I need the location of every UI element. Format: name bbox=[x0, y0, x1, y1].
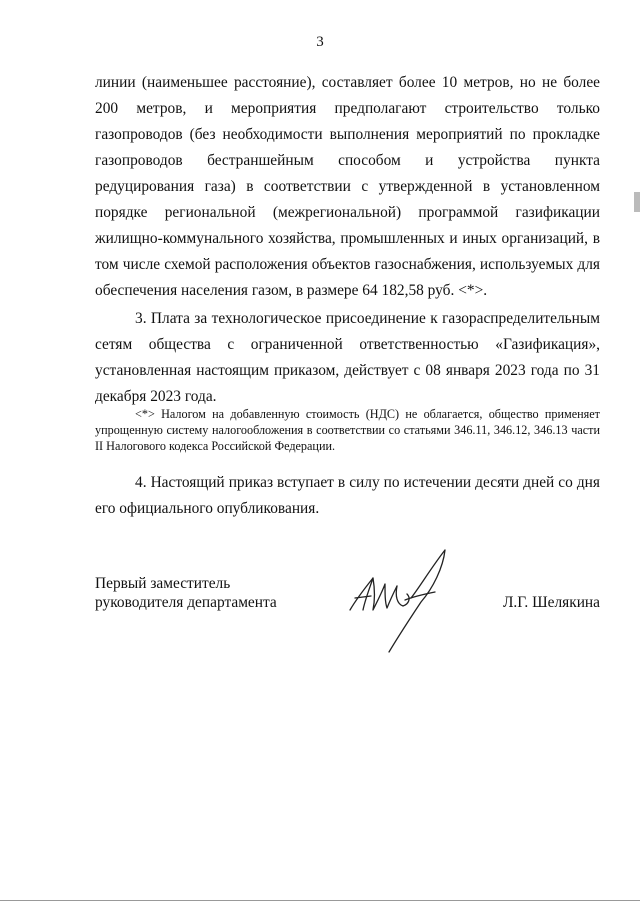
signer-name: Л.Г. Шелякина bbox=[502, 594, 600, 611]
body-paragraph-1: линии (наименьшее расстояние), составляет более 10 метров, но не более 200 метров, и мероприятия предполагают строительство только газопроводов (без необходимости выполнения мероприятий по прокладке газопроводов бестраншейным способом и устройства пункта редуцирования газа) в соответствии с утвержденной в установленном порядке региональной (межрегиональной) программой газификации жилищно-коммунального хозяйства, промышленных и иных организаций, в том числе схемой расположения объектов газоснабжения, используемых для обеспечения населения газом, в размере 64 182,58 руб. <*>. bbox=[95, 74, 600, 299]
body-paragraph-2: 3. Плата за технологическое присоединение к газораспределительным сетям общества с ограниченной ответственностью «Газификация», установленная настоящим приказом, действует с 08 января 2023 года по 31 декабря 2023 года. bbox=[95, 310, 600, 405]
signer-title-line-2: руководителя департамента bbox=[95, 594, 277, 611]
scan-edge-mark bbox=[634, 192, 640, 212]
handwritten-signature bbox=[345, 548, 455, 658]
footnote: <*> Налогом на добавленную стоимость (НДС) не облагается, общество применяет упрощенную систему налогообложения в соответствии со статьями 346.11, 346.12, 346.13 части II Налогового кодекса Российской Федерации. bbox=[95, 407, 600, 453]
body-paragraph-3: 4. Настоящий приказ вступает в силу по истечении десяти дней со дня его официального опубликования. bbox=[95, 474, 600, 517]
signer-title-line-1: Первый заместитель bbox=[95, 575, 231, 592]
scan-bottom-edge bbox=[0, 900, 640, 901]
page-number: 3 bbox=[316, 34, 324, 50]
signer-title bbox=[95, 574, 277, 612]
